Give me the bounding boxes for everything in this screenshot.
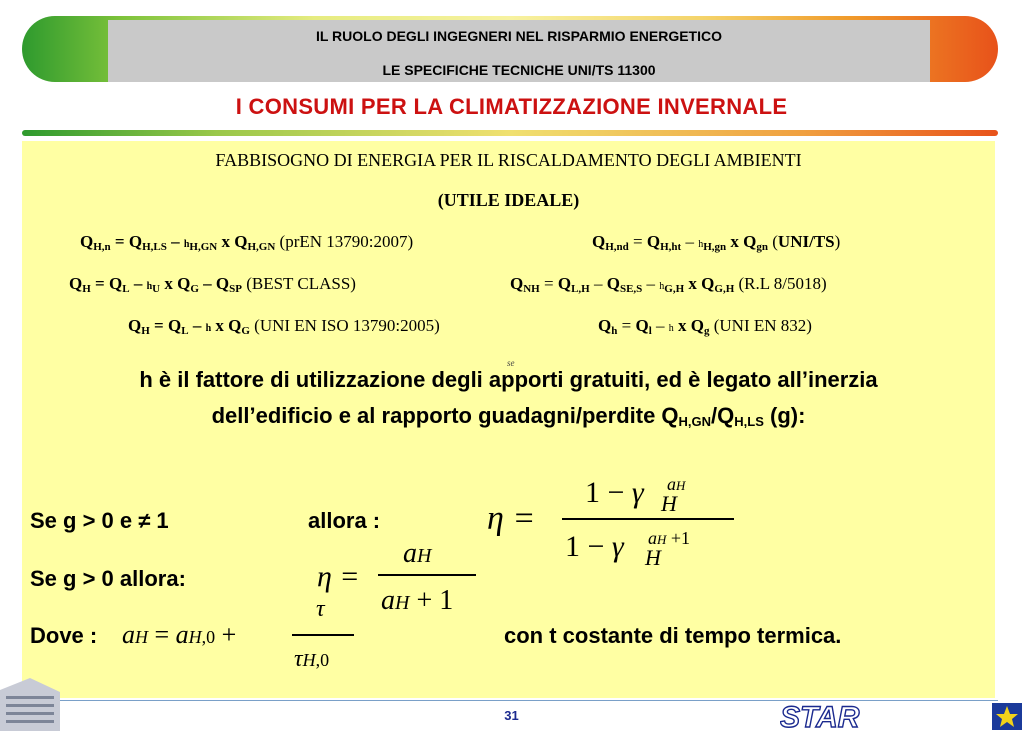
page-title: I CONSUMI PER LA CLIMATIZZAZIONE INVERNALE — [235, 94, 788, 119]
section-subheading: (UTILE IDEALE) — [437, 190, 580, 210]
paragraph-sub-hgn: H,GN — [678, 414, 712, 429]
paragraph-text-a: dell’edificio e al rapporto guadagni/perdite Q — [211, 403, 679, 428]
formula-qh-best: $Q_H = Q_L - h_U$ x $Q_G - Q_{SP}$ (BEST CLASS) — [69, 274, 356, 295]
formula-qh-best-ref: (BEST CLASS) — [246, 274, 356, 293]
condition-1: Se g > 0 e ≠ 1 — [30, 508, 169, 533]
paragraph-text-c: (g): — [763, 403, 806, 428]
formula-qh-832: $Q_h = Q_l - h$ x $Q_g$ (UNI EN 832) — [598, 316, 812, 337]
paragraph-line-2 — [22, 398, 995, 440]
page-number: 31 — [504, 708, 519, 723]
formula-qh-iso: $Q_H = Q_L - h$ x $Q_G$ (UNI EN ISO 13790:2005) — [128, 316, 440, 337]
se-mark: se — [507, 358, 515, 368]
star-logo — [780, 700, 1023, 731]
paragraph-text-b: /Q — [711, 403, 735, 428]
condition-1-then: allora : — [308, 508, 381, 533]
header-line-1: IL RUOLO DEGLI INGEGNERI NEL RISPARMIO ENERGETICO — [315, 28, 723, 44]
paragraph-sub-hls: H,LS — [734, 414, 764, 429]
star-logo-text: STAR — [780, 701, 860, 731]
formula-qhnd-ref-close: ) — [834, 232, 841, 251]
formula-qnh-ref: (R.L 8/5018) — [738, 274, 827, 293]
formula-qh-832-ref: (UNI EN 832) — [713, 316, 812, 335]
formula-qhn: $Q_{H,n} = Q_{H,LS} - h_{H,GN}$ x $Q_{H,GN}$ (prEN 13790:2007) — [80, 232, 414, 253]
formula-qh-iso-ref: (UNI EN ISO 13790:2005) — [254, 316, 440, 335]
formula-qhnd-ref-open: ( — [772, 232, 778, 251]
building-logo — [0, 672, 60, 731]
title-divider — [22, 130, 998, 136]
con-text: con t costante di tempo termica. — [504, 623, 842, 648]
paragraph-line-1: h è il fattore di utilizzazione degli apporti gratuiti, ed è legato all’inerzia — [139, 367, 878, 392]
formula-qhnd-ref: UNI/TS — [777, 232, 835, 251]
dove-label: Dove : — [30, 623, 98, 648]
condition-2: Se g > 0 allora: — [30, 566, 186, 591]
section-heading: FABBISOGNO DI ENERGIA PER IL RISCALDAMENTO DEGLI AMBIENTI — [215, 150, 802, 170]
formula-qhnd: $Q_{H,nd} = Q_{H,ht} - h_{H,gn}$ x $Q_{gn}$ (UNI/TS) — [592, 232, 841, 253]
formula-qnh: $Q_{NH} = Q_{L,H} - Q_{SE,S} - h_{G,H}$ x $Q_{G,H}$ (R.L 8/5018) — [510, 274, 827, 295]
formula-qhn-ref: (prEN 13790:2007) — [279, 232, 414, 251]
header-line-2: LE SPECIFICHE TECNICHE UNI/TS 11300 — [382, 62, 656, 78]
